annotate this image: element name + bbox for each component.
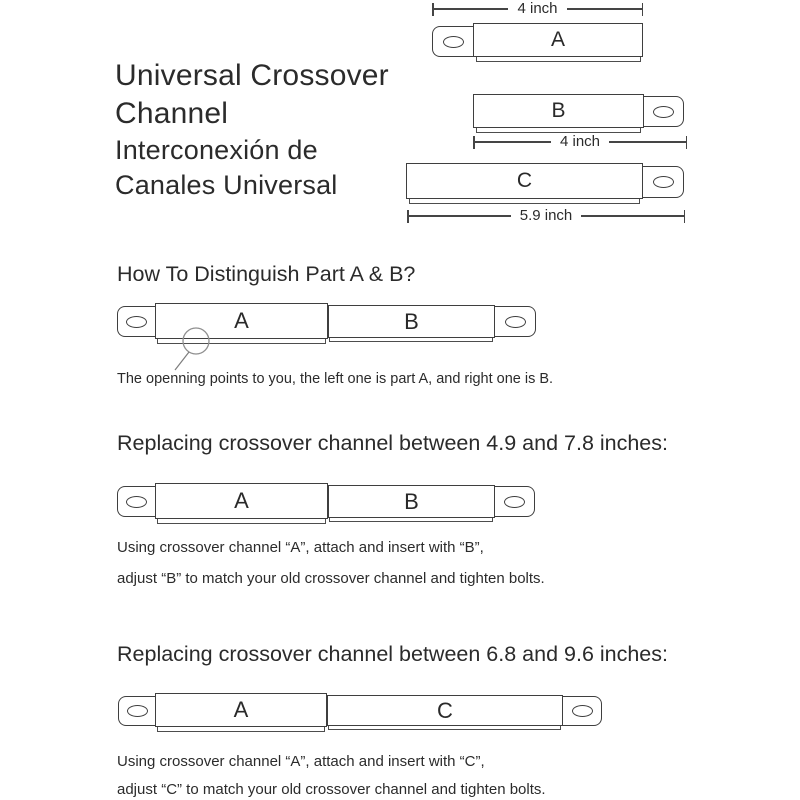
section-distinguish-heading: How To Distinguish Part A & B?: [117, 262, 416, 286]
part-c-bar: [406, 163, 643, 199]
assembly3-left-tab: [118, 696, 155, 726]
part-c-label: C: [516, 169, 533, 192]
assembly3-right-tab: [563, 696, 602, 726]
assembly2-lip-a: [157, 519, 326, 524]
assembly3-label-c: C: [437, 697, 453, 723]
assembly3-bar-a: [155, 693, 327, 727]
bolt-hole-icon: [443, 36, 464, 48]
assembly1-label-a: A: [234, 308, 249, 333]
section-replace-ab-line1: Using crossover channel “A”, attach and insert with “B”,: [117, 539, 484, 556]
assembly2-bar-a: [155, 483, 328, 519]
callout-circle-icon: [183, 328, 209, 354]
callout-leader-line: [175, 352, 189, 370]
dimension-segment: [475, 141, 551, 142]
assembly1-lip-b: [329, 338, 493, 342]
assembly2-lip-b: [329, 518, 493, 522]
part-c-lip: [409, 199, 640, 204]
bolt-hole-icon: [653, 106, 674, 118]
section-replace-ab-heading: Replacing crossover channel between 4.9 and 7.8 inches:: [117, 431, 668, 455]
assembly1-left-tab: [117, 306, 155, 337]
part-b-end-tab: [644, 96, 684, 127]
part-b-bar: [473, 94, 644, 128]
title-english-line2: Channel: [115, 97, 229, 130]
assembly3-lip-a: [157, 727, 325, 732]
bolt-hole-icon: [505, 316, 526, 328]
opening-callout: [158, 324, 222, 376]
bolt-hole-icon: [126, 316, 147, 328]
dimension-line-part-a: [432, 2, 643, 16]
dimension-label-part-b: 4 inch: [559, 132, 601, 150]
part-a-bar: [473, 23, 643, 57]
dimension-segment: [567, 8, 642, 9]
dimension-tick: [642, 3, 644, 16]
part-b-label: B: [551, 99, 566, 122]
assembly2-label-b: B: [404, 488, 419, 514]
assembly1-bar-b: [328, 305, 495, 338]
dimension-tick: [684, 210, 686, 223]
dimension-tick: [686, 136, 688, 149]
assembly1-right-tab: [495, 306, 536, 337]
title-spanish-line1: Interconexión de: [115, 135, 318, 165]
assembly2-right-tab: [495, 486, 535, 517]
assembly2-bar-b: [328, 485, 495, 518]
title-spanish-line2: Canales Universal: [115, 170, 338, 200]
assembly2-label-a: A: [234, 488, 249, 513]
bolt-hole-icon: [653, 176, 674, 188]
assembly3-label-a: A: [233, 697, 249, 722]
bolt-hole-icon: [572, 705, 593, 717]
bolt-hole-icon: [126, 496, 147, 508]
assembly2-left-tab: [117, 486, 155, 517]
dimension-label-part-a: 4 inch: [517, 0, 558, 17]
dimension-line-part-b: [473, 132, 687, 150]
assembly3-lip-c: [328, 726, 561, 730]
section-replace-ab-line2: adjust “B” to match your old crossover channel and tighten bolts.: [117, 570, 545, 587]
dimension-segment: [609, 141, 685, 142]
section-replace-ac-heading: Replacing crossover channel between 6.8 and 9.6 inches:: [117, 642, 668, 666]
part-a-lip: [476, 57, 641, 62]
dimension-label-part-c: 5.9 inch: [519, 206, 573, 224]
bolt-hole-icon: [127, 705, 148, 717]
dimension-segment: [409, 215, 511, 216]
title-english-line1: Universal Crossover: [115, 59, 389, 92]
dimension-segment: [581, 215, 683, 216]
dimension-line-part-c: [407, 206, 685, 224]
section-replace-ac-line1: Using crossover channel “A”, attach and insert with “C”,: [117, 753, 485, 770]
part-a-label: A: [550, 28, 565, 51]
dimension-segment: [434, 8, 509, 9]
part-a-end-tab: [432, 26, 474, 57]
section-replace-ac-line2: adjust “C” to match your old crossover channel and tighten bolts.: [117, 781, 546, 798]
assembly1-label-b: B: [404, 308, 419, 334]
assembly3-bar-c: [327, 695, 563, 726]
part-c-end-tab: [643, 166, 684, 198]
section-distinguish-caption: The openning points to you, the left one is part A, and right one is B.: [117, 371, 554, 387]
bolt-hole-icon: [504, 496, 525, 508]
